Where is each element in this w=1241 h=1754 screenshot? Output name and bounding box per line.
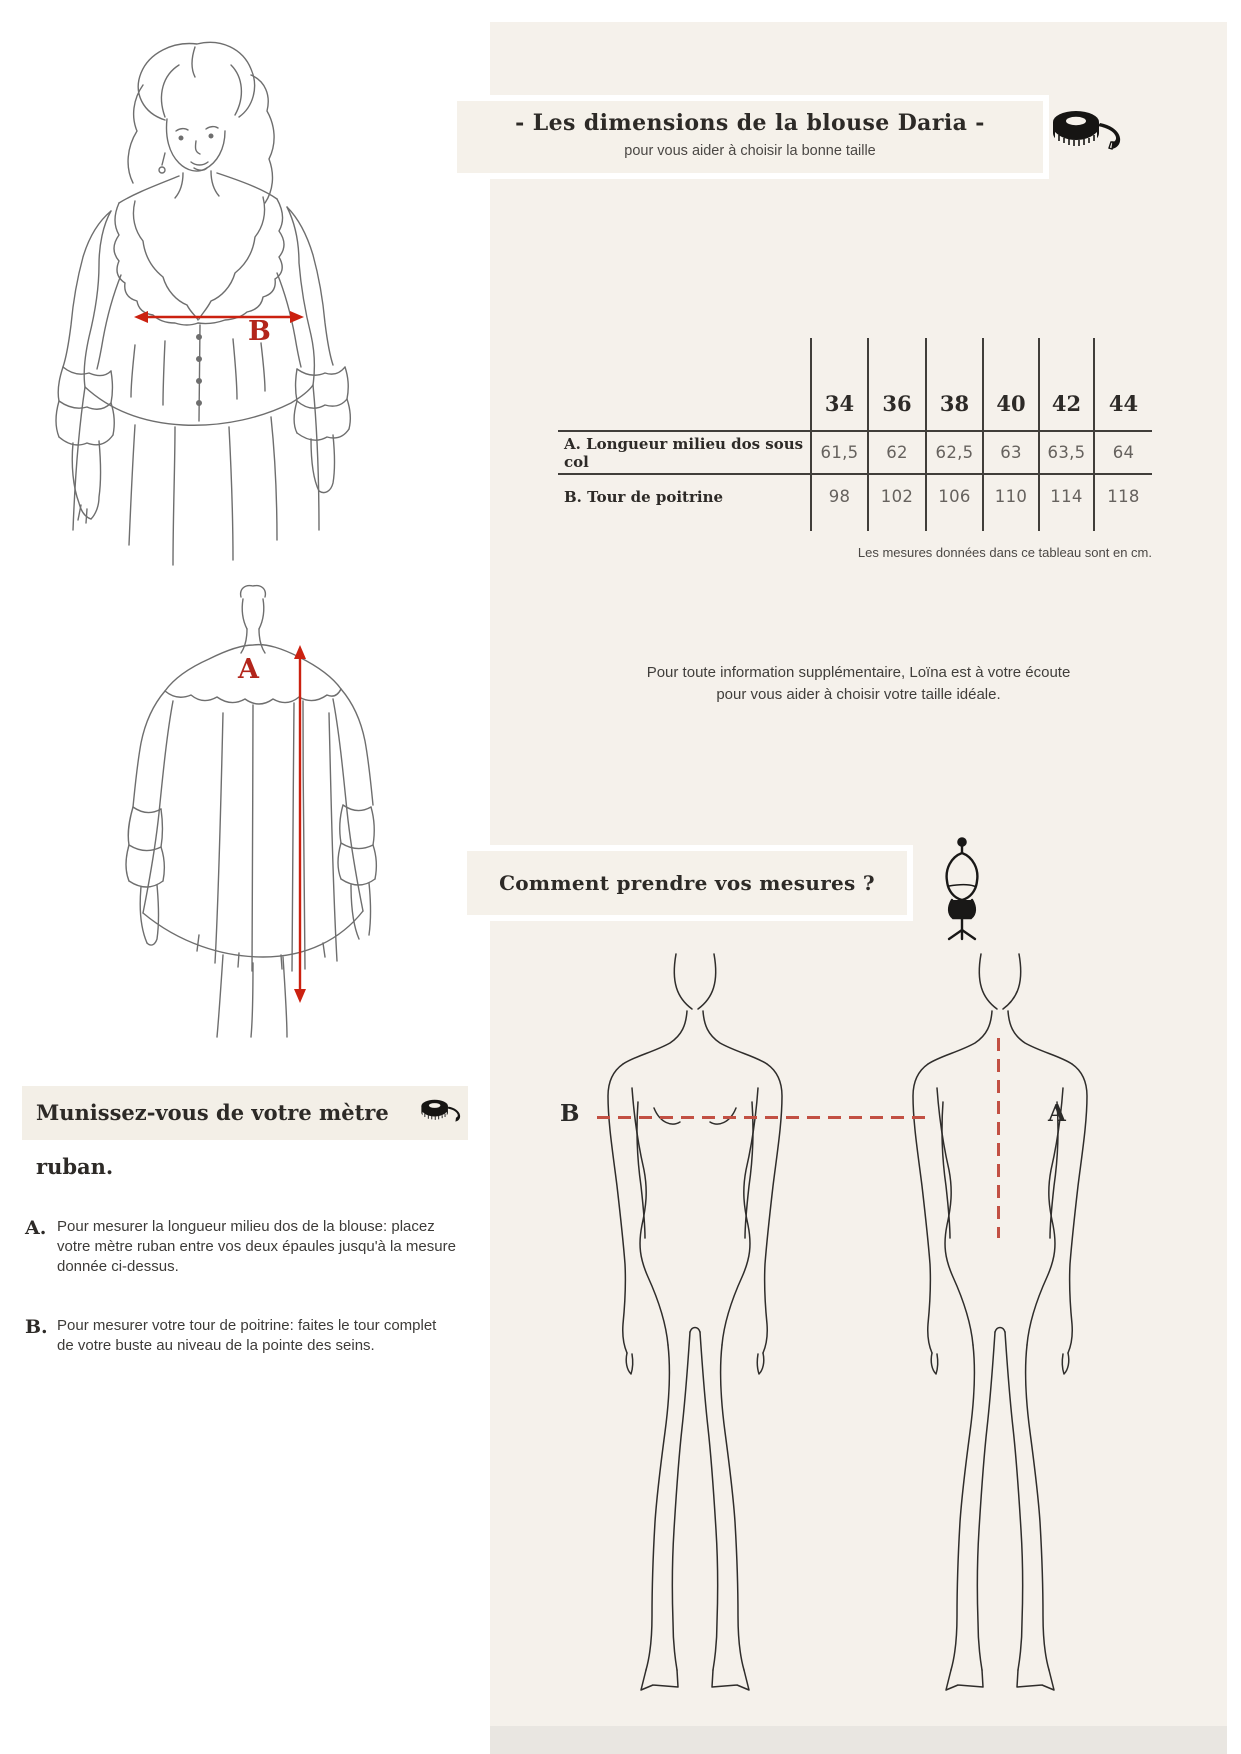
row-label-length: A. Longueur milieu dos sous col	[558, 432, 810, 475]
size-header: 42	[1038, 338, 1093, 432]
how-to-title: Comment prendre vos mesures ?	[499, 871, 875, 895]
row-label-bust: B. Tour de poitrine	[564, 487, 724, 506]
blouse-front-sketch	[15, 25, 385, 585]
instruction-b-text: Pour mesurer votre tour de poitrine: faites le tour complet de votre buste au niveau de la pointe des seins.	[57, 1317, 437, 1354]
measure-b-arrow	[133, 309, 305, 325]
table-cell: 61,5	[810, 432, 867, 475]
page-subtitle: pour vous aider à choisir la bonne taille	[624, 143, 876, 159]
spine-dashed-line	[997, 1038, 1000, 1238]
table-cell: 102	[867, 475, 925, 518]
tape-measure-icon	[1051, 108, 1123, 160]
info-line-1: Pour toute information supplémentaire, Loïna est à votre écoute	[646, 664, 1071, 681]
ruban-title: Munissez-vous de votre mètre ruban.	[36, 1100, 389, 1179]
bust-dashed-line	[597, 1116, 927, 1119]
instruction-a-marker: A.	[25, 1217, 47, 1239]
mannequin-icon	[936, 836, 988, 942]
instruction-a-text: Pour mesurer la longueur milieu dos de la blouse: placez votre mètre ruban entre vos deux épaules jusqu'à la mesure donnée ci-dessus.	[57, 1218, 456, 1275]
measure-a-arrow	[292, 644, 308, 1004]
info-paragraph	[490, 662, 1227, 706]
instruction-a	[25, 1217, 457, 1277]
panel-bottom-strip	[490, 1726, 1227, 1754]
table-cell: 64	[1093, 432, 1152, 475]
size-header: 40	[982, 338, 1038, 432]
table-cell: 114	[1038, 475, 1093, 518]
how-to-header-box	[461, 845, 913, 921]
figure-b-label: B	[560, 1100, 580, 1127]
size-header: 38	[925, 338, 982, 432]
table-unit-note: Les mesures données dans ce tableau sont en cm.	[857, 545, 1152, 560]
dimensions-header-box	[451, 95, 1049, 179]
size-header: 36	[867, 338, 925, 432]
table-corner-cell	[558, 338, 810, 432]
instruction-b-marker: B.	[25, 1316, 48, 1338]
ruban-heading-box	[22, 1086, 468, 1179]
info-line-2: pour vous aider à choisir votre taille idéale.	[716, 686, 1001, 703]
table-cell: 118	[1093, 475, 1152, 518]
tape-measure-icon	[420, 1098, 462, 1128]
table-cell: 110	[982, 475, 1038, 518]
table-cell: 98	[810, 475, 867, 518]
table-cell: 63,5	[1038, 432, 1093, 475]
table-cell: 63	[982, 432, 1038, 475]
table-cell: 106	[925, 475, 982, 518]
croquis-front-figure	[575, 940, 815, 1700]
page-title: - Les dimensions de la blouse Daria -	[515, 110, 985, 136]
sketch-b-label: B	[248, 316, 271, 347]
table-cell: 62	[867, 432, 925, 475]
size-header: 44	[1093, 338, 1152, 432]
croquis-back-figure	[880, 940, 1120, 1700]
table-cell: 62,5	[925, 432, 982, 475]
sketch-a-label: A	[238, 654, 259, 685]
size-header: 34	[810, 338, 867, 432]
figure-a-label: A	[1048, 1100, 1066, 1127]
blouse-back-sketch	[103, 583, 403, 1043]
size-table	[558, 338, 1152, 531]
instruction-b	[25, 1316, 457, 1356]
